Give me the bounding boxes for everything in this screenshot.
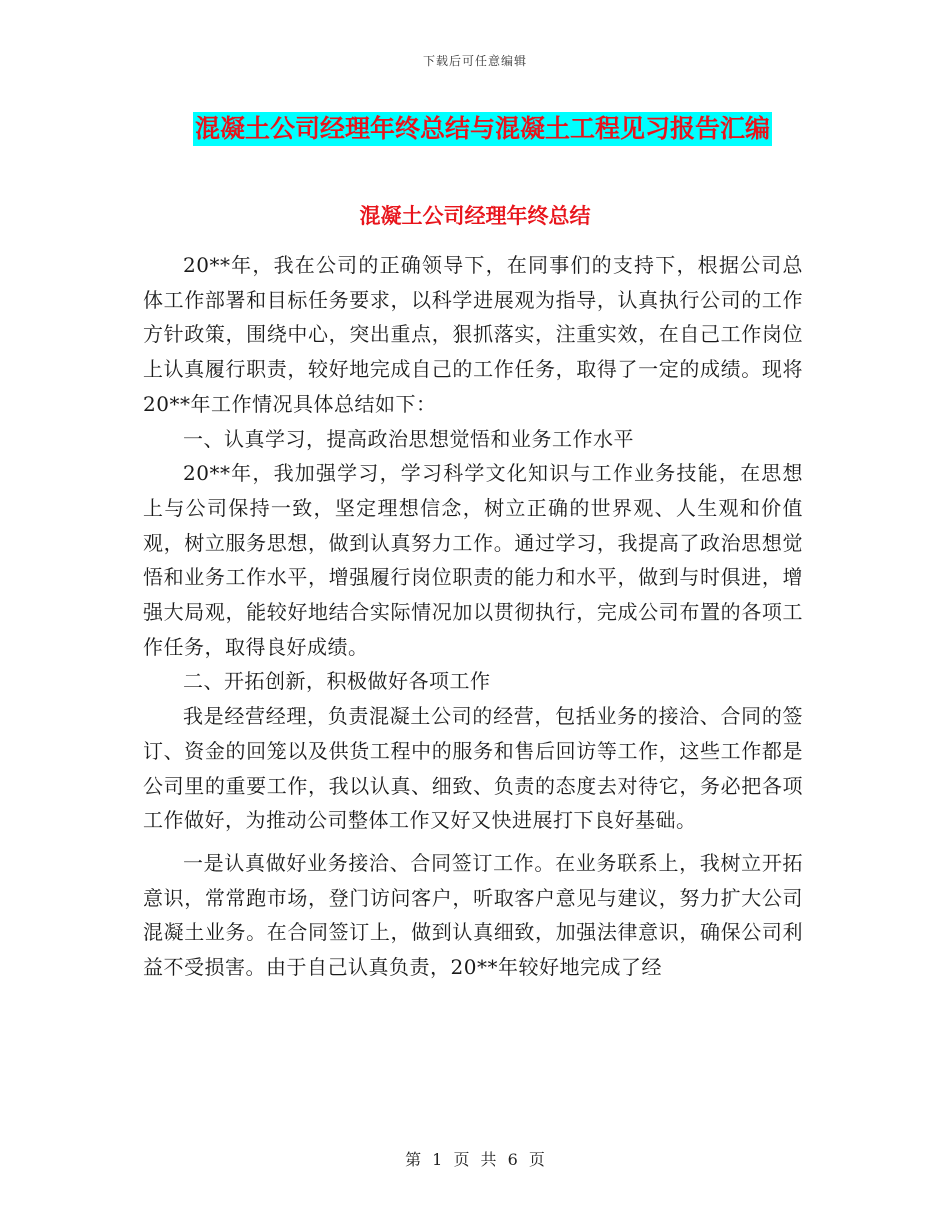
page-number-footer: 第 1 页 共 6 页 bbox=[405, 1150, 545, 1169]
paragraph-intro: 20**年，我在公司的正确领导下，在同事们的支持下，根据公司总体工作部署和目标任务要求，以科学进展观为指导，认真执行公司的工作方针政策，围绕中心，突出重点，狠抓落实，注重实效，在自己工作岗位上认真履行职责，较好地完成自己的工作任务，取得了一定的成绩。现将20**年工作情况具体总结如下： bbox=[143, 253, 803, 416]
section-title: 混凝土公司经理年终总结 bbox=[359, 204, 591, 228]
paragraph-business: 一是认真做好业务接洽、合同签订工作。在业务联系上，我树立开拓意识，常常跑市场，登门访问客户，听取客户意见与建议，努力扩大公司混凝土业务。在合同签订上，做到认真细致，加强法律意识，确保公司利益不受损害。由于自己认真负责，20**年较好地完成了经 bbox=[143, 850, 803, 980]
paragraph-role: 我是经营经理，负责混凝土公司的经营，包括业务的接洽、合同的签订、资金的回笼以及供货工程中的服务和售后回访等工作，这些工作都是公司里的重要工作，我以认真、细致、负责的态度去对待它，务必把各项工作做好，为推动公司整体工作又好又快进展打下良好基础。 bbox=[143, 704, 803, 833]
document-body bbox=[143, 248, 803, 985]
header-note: 下载后可任意编辑 bbox=[422, 54, 527, 68]
document-main-title: 混凝土公司经理年终总结与混凝土工程见习报告汇编 bbox=[193, 112, 772, 146]
heading-study: 一、认真学习，提高政治思想觉悟和业务工作水平 bbox=[183, 426, 634, 451]
heading-innovation: 二、开拓创新，积极做好各项工作 bbox=[183, 669, 491, 694]
paragraph-study: 20**年，我加强学习，学习科学文化知识与工作业务技能，在思想上与公司保持一致，坚定理想信念，树立正确的世界观、人生观和价值观，树立服务思想，做到认真努力工作。通过学习，我提高了政治思想觉悟和业务工作水平，增强履行岗位职责的能力和水平，做到与时俱进，增强大局观，能较好地结合实际情况加以贯彻执行，完成公司布置的各项工作任务，取得良好成绩。 bbox=[143, 461, 803, 659]
